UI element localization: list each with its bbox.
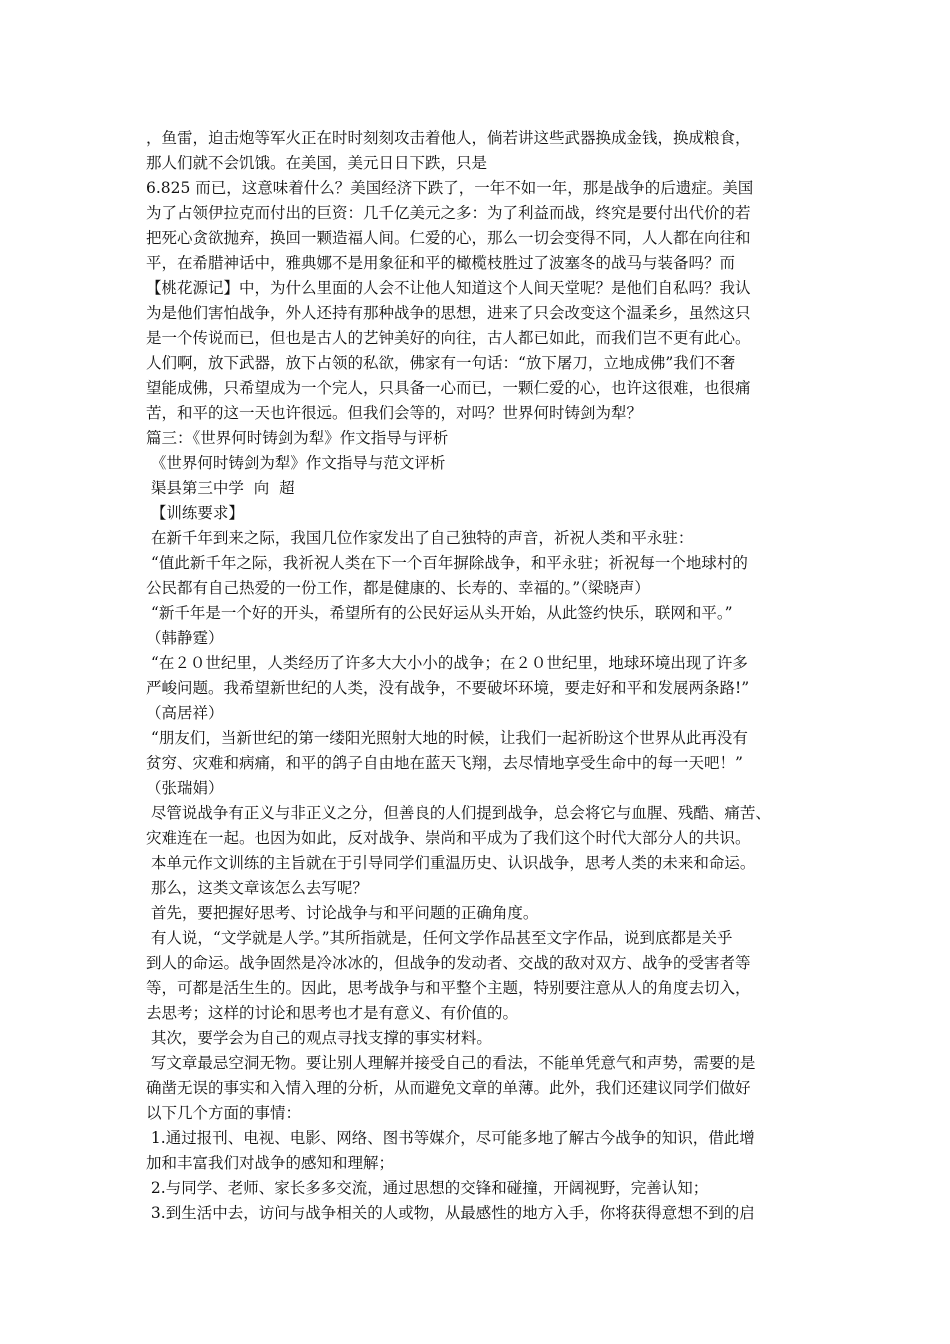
- text-line: 那人们就不会饥饿。在美国，美元日日下跌，只是: [146, 154, 488, 172]
- document-body: [146, 126, 836, 1226]
- text-line: 【桃花源记】中，为什么里面的人会不让他人知道这个人间天堂呢？是他们自私吗？我认: [146, 279, 751, 297]
- quote-attribution: （韩静霆）: [146, 629, 224, 647]
- text-line: 首先，要把握好思考、讨论战争与和平问题的正确角度。: [146, 904, 539, 922]
- text-line: 尽管说战争有正义与非正义之分，但善良的人们提到战争，总会将它与血腥、残酷、痛苦、: [146, 804, 771, 822]
- text-line: 以下几个方面的事情：: [146, 1104, 302, 1122]
- text-line: 到人的命运。战争固然是冷冰冰的，但战争的发动者、交战的敌对双方、战争的受害者等: [146, 954, 751, 972]
- text-line: 把死心贪欲抛弃，换回一颗造福人间。仁爱的心，那么一切会变得不同，人人都在向往和: [146, 229, 751, 247]
- quote-line: “在２０世纪里，人类经历了许多大大小小的战争；在２０世纪里，地球环境出现了许多: [146, 654, 748, 672]
- text-line: 人们啊，放下武器，放下占领的私欲，佛家有一句话：“放下屠刀，立地成佛”我们不奢: [146, 354, 736, 372]
- text-line: 等，可都是活生生的。因此，思考战争与和平整个主题，特别要注意从人的角度去切入，: [146, 979, 751, 997]
- text-line: 有人说，“文学就是人学。”其所指就是，任何文学作品甚至文字作品，说到底都是关乎: [146, 929, 733, 947]
- text-line: 6.825 而已，这意味着什么？美国经济下跌了，一年不如一年，那是战争的后遗症。美国: [146, 179, 754, 197]
- text-line: 去思考；这样的讨论和思考也才是有意义、有价值的。: [146, 1004, 519, 1022]
- section-heading: 篇三：《世界何时铸剑为犁》作文指导与评析: [146, 429, 449, 447]
- text-line: 写文章最忌空洞无物。要让别人理解并接受自己的看法，不能单凭意气和声势，需要的是: [146, 1054, 756, 1072]
- list-item: 2.与同学、老师、家长多多交流，通过思想的交锋和碰撞，开阔视野，完善认知；: [146, 1179, 709, 1197]
- text-line: ，鱼雷，迫击炮等军火正在时时刻刻攻击着他人，倘若讲这些武器换成金钱，换成粮食，: [146, 129, 751, 147]
- text-line: 那么，这类文章该怎么去写呢？: [146, 879, 368, 897]
- text-line: 是一个传说而已，但也是古人的艺钟美好的向往，古人都已如此，而我们岂不更有此心。: [146, 329, 751, 347]
- text-line: 灾难连在一起。也因为如此，反对战争、崇尚和平成为了我们这个时代大部分人的共识。: [146, 829, 751, 847]
- text-line: 为是他们害怕战争，外人还持有那种战争的思想，进来了只会改变这个温柔乡，虽然这只: [146, 304, 751, 322]
- quote-attribution: （张瑞娟）: [146, 779, 224, 797]
- quote-line: 贫穷、灾难和病痛，和平的鸽子自由地在蓝天飞翔，去尽情地享受生命中的每一天吧！”: [146, 754, 743, 772]
- text-line: 本单元作文训练的主旨就在于引导同学们重温历史、认识战争，思考人类的未来和命运。: [146, 854, 756, 872]
- text-line: 苦，和平的这一天也许很远。但我们会等的，对吗？世界何时铸剑为犁？: [146, 404, 643, 422]
- quote-line: “朋友们，当新世纪的第一缕阳光照射大地的时候，让我们一起祈盼这个世界从此再没有: [146, 729, 748, 747]
- quote-line: 严峻问题。我希望新世纪的人类，没有战争，不要破坏环境，要走好和平和发展两条路!”: [146, 679, 750, 697]
- text-line: 望能成佛，只希望成为一个完人，只具备一心而已，一颗仁爱的心，也许这很难，也很痛: [146, 379, 751, 397]
- text-line: 在新千年到来之际，我国几位作家发出了自己独特的声音，祈祝人类和平永驻：: [146, 529, 694, 547]
- subsection-heading: 【训练要求】: [146, 504, 244, 522]
- quote-line: 公民都有自己热爱的一份工作，都是健康的、长寿的、幸福的。”（梁晓声）: [146, 579, 650, 597]
- text-line: 为了占领伊拉克而付出的巨资：几千亿美元之多：为了利益而战，终究是要付出代价的若: [146, 204, 751, 222]
- quote-attribution: （高居祥）: [146, 704, 224, 722]
- list-item: 1.通过报刊、电视、电影、网络、图书等媒介，尽可能多地了解古今战争的知识，借此增: [146, 1129, 755, 1147]
- author-line: 渠县第三中学 向 超: [146, 479, 295, 497]
- quote-line: “值此新千年之际，我祈祝人类在下一个百年摒除战争，和平永驻；祈祝每一个地球村的: [146, 554, 748, 572]
- list-item: 3.到生活中去，访问与战争相关的人或物，从最感性的地方入手，你将获得意想不到的启: [146, 1204, 755, 1222]
- list-item: 加和丰富我们对战争的感知和理解；: [146, 1154, 395, 1172]
- article-title: 《世界何时铸剑为犁》作文指导与范文评析: [146, 454, 446, 472]
- text-line: 确凿无误的事实和入情入理的分析，从而避免文章的单薄。此外，我们还建议同学们做好: [146, 1079, 751, 1097]
- quote-line: “新千年是一个好的开头，希望所有的公民好运从头开始，从此签约快乐，联网和平。”: [146, 604, 733, 622]
- text-line: 其次，要学会为自己的观点寻找支撑的事实材料。: [146, 1029, 492, 1047]
- text-line: 平，在希腊神话中，雅典娜不是用象征和平的橄榄枝胜过了波塞冬的战马与装备吗？而: [146, 254, 736, 272]
